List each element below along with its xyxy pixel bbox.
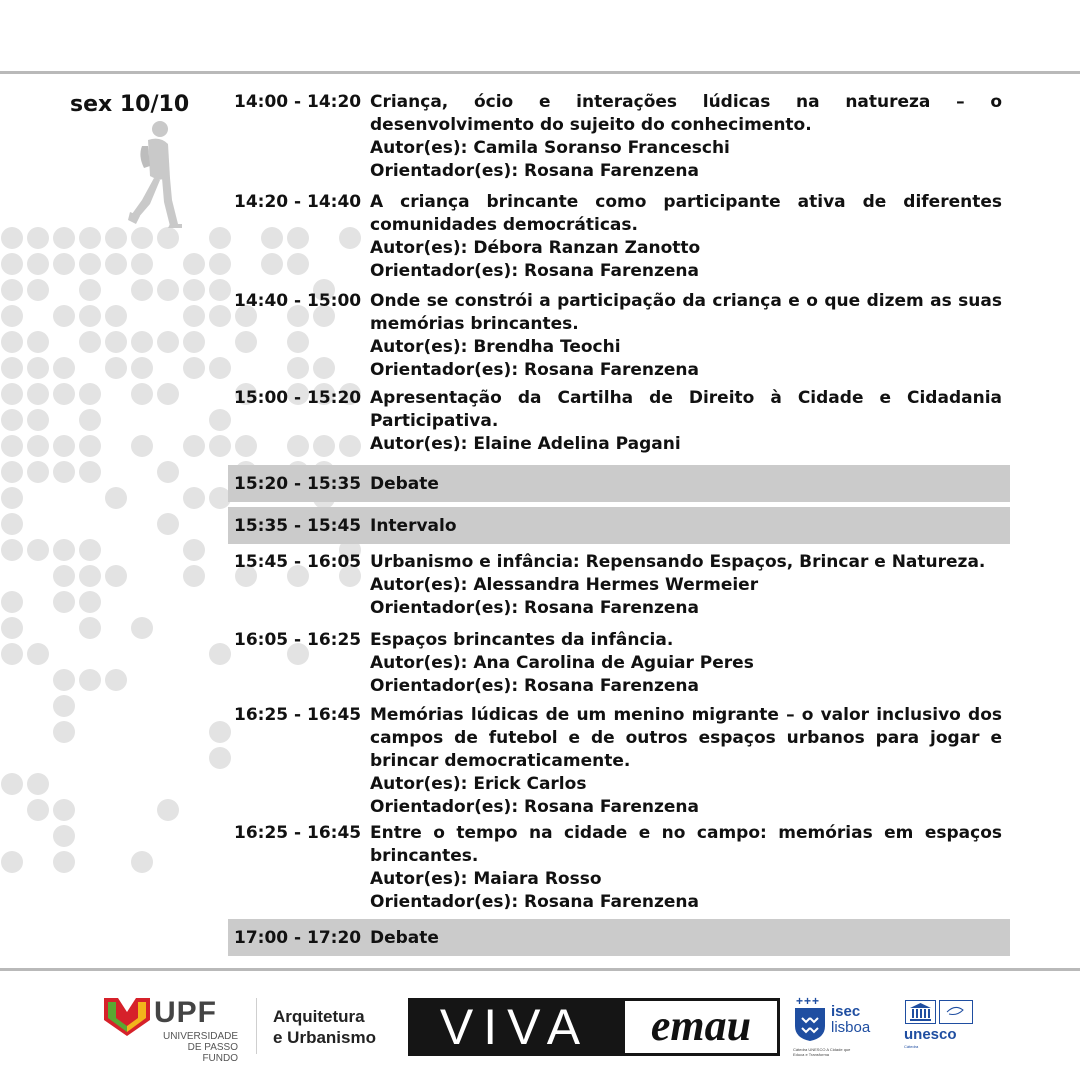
background-dot <box>209 357 231 379</box>
background-dot <box>53 305 75 327</box>
background-dot <box>79 669 101 691</box>
background-dot <box>27 461 49 483</box>
background-dot <box>53 695 75 717</box>
background-dot <box>1 591 23 613</box>
background-dot <box>27 357 49 379</box>
session-time: 15:45 - 16:05 <box>234 552 362 572</box>
background-dot <box>1 461 23 483</box>
session-advisor: Orientador(es): Rosana Farenzena <box>370 261 699 281</box>
background-dot <box>53 227 75 249</box>
background-dot <box>235 435 257 457</box>
session-time: 15:20 - 15:35 <box>234 474 362 494</box>
session-title: Intervalo <box>370 516 457 536</box>
session-advisor: Orientador(es): Rosana Farenzena <box>370 161 699 181</box>
background-dot <box>53 669 75 691</box>
background-dot <box>79 253 101 275</box>
background-dot <box>1 383 23 405</box>
background-dot <box>79 331 101 353</box>
session-advisor: Orientador(es): Rosana Farenzena <box>370 360 699 380</box>
background-dot <box>53 435 75 457</box>
unesco-caption: Cátedra <box>904 1044 919 1049</box>
schedule-band-row <box>228 507 1010 544</box>
isec-wordmark <box>831 1004 870 1036</box>
background-dot <box>1 643 23 665</box>
session-time: 17:00 - 17:20 <box>234 928 362 948</box>
background-dot <box>209 721 231 743</box>
background-dot <box>183 279 205 301</box>
session-authors: Autor(es): Brendha Teochi <box>370 337 621 357</box>
background-dot <box>183 539 205 561</box>
session-authors: Autor(es): Ana Carolina de Aguiar Peres <box>370 653 754 673</box>
session-description <box>370 91 1002 183</box>
background-dot <box>287 435 309 457</box>
background-dot <box>53 253 75 275</box>
session-time: 15:35 - 15:45 <box>234 516 362 536</box>
background-dot <box>1 435 23 457</box>
background-dot <box>53 825 75 847</box>
background-dot <box>183 487 205 509</box>
session-authors: Autor(es): Camila Soranso Franceschi <box>370 138 730 158</box>
background-dot <box>131 253 153 275</box>
session-title: Espaços brincantes da infância. <box>370 630 674 650</box>
session-description <box>370 191 1002 283</box>
background-dot <box>79 409 101 431</box>
background-dot <box>131 279 153 301</box>
session-advisor: Orientador(es): Rosana Farenzena <box>370 892 699 912</box>
session-title: Debate <box>370 474 439 494</box>
background-dot <box>105 305 127 327</box>
background-dot <box>79 565 101 587</box>
background-dot <box>183 305 205 327</box>
background-dot <box>131 383 153 405</box>
background-dot <box>131 617 153 639</box>
background-dot <box>209 253 231 275</box>
background-dot <box>183 253 205 275</box>
background-dot <box>1 253 23 275</box>
background-dot <box>105 357 127 379</box>
session-description <box>370 551 1002 620</box>
background-dot <box>261 253 283 275</box>
background-dot <box>183 357 205 379</box>
background-dot <box>1 513 23 535</box>
session-time: 15:00 - 15:20 <box>234 388 362 408</box>
session-advisor: Orientador(es): Rosana Farenzena <box>370 676 699 696</box>
session-title: Memórias lúdicas de um menino migrante – o valor inclusivo dos campos de futebol e de outros espaços urbanos para jogar e brincar democraticamente. <box>370 705 1002 771</box>
arq-line2: e Urbanismo <box>273 1028 376 1047</box>
schedule-band-row <box>228 465 1010 502</box>
session-description <box>370 473 1002 496</box>
session-advisor: Orientador(es): Rosana Farenzena <box>370 797 699 817</box>
background-dot <box>1 279 23 301</box>
session-description <box>370 704 1002 819</box>
session-advisor: Orientador(es): Rosana Farenzena <box>370 598 699 618</box>
background-dot <box>209 643 231 665</box>
background-dot <box>105 669 127 691</box>
session-time: 14:20 - 14:40 <box>234 192 362 212</box>
background-dot <box>53 565 75 587</box>
isec-plus-mark: +++ <box>796 994 821 1008</box>
session-authors: Autor(es): Alessandra Hermes Wermeier <box>370 575 759 595</box>
session-authors: Autor(es): Débora Ranzan Zanotto <box>370 238 701 258</box>
background-dot <box>157 513 179 535</box>
background-dot <box>209 747 231 769</box>
background-dot <box>53 539 75 561</box>
background-dot <box>313 435 335 457</box>
background-dot <box>79 461 101 483</box>
background-dot <box>287 253 309 275</box>
background-dot <box>79 617 101 639</box>
background-dot <box>53 461 75 483</box>
background-dot <box>183 565 205 587</box>
upf-wordmark: UPF <box>154 996 217 1029</box>
schedule-band-row <box>228 919 1010 956</box>
isec-line1: isec <box>831 1003 861 1020</box>
session-description <box>370 927 1002 950</box>
upf-logo-icon <box>104 998 150 1036</box>
upf-sub-line1: UNIVERSIDADE <box>162 1031 238 1042</box>
background-dot <box>235 331 257 353</box>
background-dot <box>131 331 153 353</box>
background-dot <box>209 279 231 301</box>
background-dot <box>209 409 231 431</box>
background-dot <box>287 227 309 249</box>
session-description <box>370 629 1002 698</box>
background-dot <box>27 435 49 457</box>
arquitetura-label <box>273 1006 376 1048</box>
session-title: Apresentação da Cartilha de Direito à Cidade e Cidadania Participativa. <box>370 388 1002 431</box>
session-authors: Autor(es): Maiara Rosso <box>370 869 602 889</box>
background-dot <box>261 227 283 249</box>
background-dot <box>157 279 179 301</box>
arq-line1: Arquitetura <box>273 1007 365 1026</box>
background-dot <box>157 799 179 821</box>
background-dot <box>1 617 23 639</box>
background-dot <box>27 409 49 431</box>
background-dot <box>157 383 179 405</box>
background-dot <box>27 253 49 275</box>
background-dot <box>209 227 231 249</box>
session-description <box>370 387 1002 456</box>
isec-shield-icon <box>794 1006 826 1042</box>
session-title: Debate <box>370 928 439 948</box>
background-dot <box>287 331 309 353</box>
background-dot <box>131 851 153 873</box>
background-dot <box>157 331 179 353</box>
background-dot <box>313 357 335 379</box>
background-dot <box>105 487 127 509</box>
session-time: 16:25 - 16:45 <box>234 705 362 725</box>
background-dot <box>339 435 361 457</box>
session-description <box>370 290 1002 382</box>
background-dot <box>27 773 49 795</box>
session-title: A criança brincante como participante ativa de diferentes comunidades democráticas. <box>370 192 1002 235</box>
session-time: 14:00 - 14:20 <box>234 92 362 112</box>
background-dot <box>53 799 75 821</box>
background-dot <box>27 227 49 249</box>
background-dot <box>79 279 101 301</box>
background-dot <box>27 383 49 405</box>
background-dot <box>53 721 75 743</box>
session-time: 16:25 - 16:45 <box>234 823 362 843</box>
background-dot <box>1 409 23 431</box>
background-dot <box>1 851 23 873</box>
background-dot <box>131 435 153 457</box>
isec-line2: lisboa <box>831 1019 871 1036</box>
background-dot <box>27 331 49 353</box>
background-dot <box>53 357 75 379</box>
upf-subtitle <box>154 1031 238 1064</box>
logo-separator <box>256 998 257 1054</box>
unesco-wordmark: unesco <box>904 1026 957 1043</box>
session-title: Entre o tempo na cidade e no campo: memórias em espaços brincantes. <box>370 823 1002 866</box>
session-title: Urbanismo e infância: Repensando Espaços, Brincar e Natureza. <box>370 552 986 572</box>
background-dot <box>1 305 23 327</box>
background-dot <box>27 539 49 561</box>
background-dot <box>1 227 23 249</box>
background-dot <box>27 799 49 821</box>
background-dot <box>53 851 75 873</box>
viva-logo: VIVA <box>408 998 622 1056</box>
background-dot <box>53 383 75 405</box>
background-dot <box>157 461 179 483</box>
background-dot <box>79 305 101 327</box>
session-time: 16:05 - 16:25 <box>234 630 362 650</box>
session-description <box>370 515 1002 538</box>
background-dot <box>105 331 127 353</box>
background-dot <box>53 591 75 613</box>
background-dot <box>105 565 127 587</box>
background-dot <box>79 383 101 405</box>
background-dot <box>1 331 23 353</box>
upf-sub-line2: DE PASSO FUNDO <box>187 1042 238 1064</box>
session-authors: Autor(es): Erick Carlos <box>370 774 587 794</box>
session-title: Criança, ócio e interações lúdicas na natureza – o desenvolvimento do sujeito do conhecimento. <box>370 92 1002 135</box>
background-dot <box>1 357 23 379</box>
background-dot <box>1 487 23 509</box>
background-dot <box>79 435 101 457</box>
background-dot <box>339 227 361 249</box>
unesco-temple-icon <box>905 1000 973 1024</box>
background-dot <box>105 253 127 275</box>
background-dot <box>287 357 309 379</box>
background-dot <box>27 279 49 301</box>
background-dot <box>79 539 101 561</box>
background-dot <box>183 331 205 353</box>
background-dot <box>209 305 231 327</box>
background-dot <box>1 539 23 561</box>
emau-logo: emau <box>622 998 780 1056</box>
background-dot <box>79 227 101 249</box>
background-dot <box>131 357 153 379</box>
background-dot <box>27 643 49 665</box>
session-description <box>370 822 1002 914</box>
session-title: Onde se constrói a participação da criança e o que dizem as suas memórias brincantes. <box>370 291 1002 334</box>
background-dot <box>1 773 23 795</box>
background-dot <box>79 591 101 613</box>
isec-caption: Cátedra UNESCO A Cidade que Educa e Transforma <box>793 1047 851 1057</box>
session-authors: Autor(es): Elaine Adelina Pagani <box>370 434 681 454</box>
background-dot <box>209 435 231 457</box>
day-label: sex 10/10 <box>70 92 190 117</box>
walking-person-silhouette <box>120 120 190 232</box>
background-dot <box>183 435 205 457</box>
session-time: 14:40 - 15:00 <box>234 291 362 311</box>
